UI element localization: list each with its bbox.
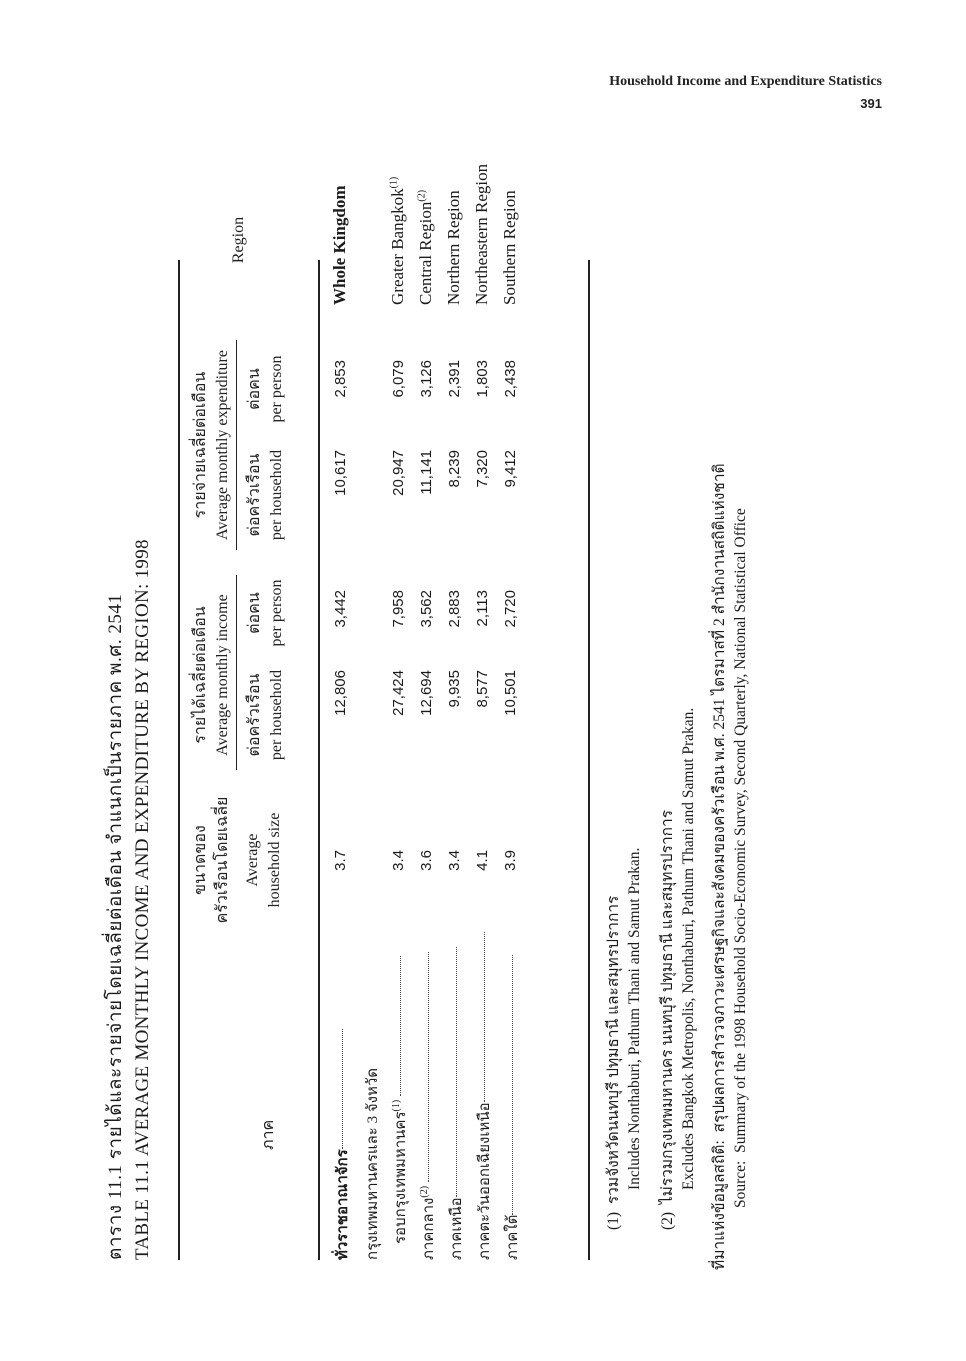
- footnote-ref: (2): [416, 189, 428, 202]
- footnote-2-english: Excludes Bangkok Metropolis, Nonthaburi, Pathum Thani and Samut Prakan.: [680, 707, 697, 1190]
- row-label-thai-northeastern: [472, 932, 496, 1260]
- row-label-thai-northern: [444, 947, 468, 1260]
- cell-expend-per-person: 1,803: [474, 360, 491, 398]
- table-title-thai: ตาราง 11.1 รายได้และรายจ่ายโดยเฉลี่ยต่อเดือน จำแนกเป็นรายภาค พ.ศ. 2541: [105, 593, 126, 1260]
- cell-size: 3.4: [446, 850, 463, 871]
- cell-income-per-person: 2,883: [446, 590, 463, 628]
- row-english-whole-kingdom: Whole Kingdom: [330, 185, 349, 305]
- col-head-expenditure-group: [190, 330, 234, 560]
- cell-expend-per-hh: 10,617: [332, 450, 349, 496]
- row-thai-text: ภาคเหนือ: [449, 1197, 465, 1260]
- page-number: 391: [860, 96, 882, 111]
- col-head-expend-thai: รายจ่ายเฉลี่ยต่อเดือน: [192, 371, 209, 519]
- col-head-hh-size-en-2: household size: [266, 812, 283, 908]
- dot-leader: [400, 956, 401, 1096]
- footnote-ref: (1): [391, 1099, 402, 1112]
- footnote-1-thai: [600, 896, 625, 1230]
- cell-income-per-person: 3,562: [418, 590, 435, 628]
- cell-expend-per-person: 2,391: [446, 360, 463, 398]
- col-head-hh-size: [190, 790, 286, 930]
- expenditure-group-rule: [236, 340, 237, 550]
- cell-expend-per-person: 2,438: [502, 360, 519, 398]
- col-head-hh-size-en-1: Average: [244, 833, 261, 887]
- table-bottom-rule: [588, 260, 590, 1260]
- row-english-text: Greater Bangkok: [388, 188, 407, 305]
- dot-leader: [342, 1029, 343, 1149]
- col-head-income-en: Average monthly income: [214, 594, 231, 756]
- running-head: Household Income and Expenditure Statistics: [609, 74, 882, 89]
- footnote-2-thai-text: ไม่รวมกรุงเทพมหานคร นนทบุรี ปทุมธานี และสมุทรปราการ: [659, 809, 676, 1205]
- cell-expend-per-hh: 9,412: [502, 450, 519, 488]
- cell-income-per-hh: 12,694: [418, 670, 435, 716]
- col-head-hh-size-thai-1: ขนาดของ: [192, 825, 209, 895]
- col-head-income-per-hh-thai: ต่อครัวเรือน: [246, 673, 263, 757]
- row-english-northeastern: Northeastern Region: [472, 163, 491, 305]
- col-head-expend-per-hh-thai: ต่อครัวเรือน: [246, 453, 263, 537]
- source-english-text: Summary of the 1998 Household Socio-Economic Survey, Second Quarterly, National Statistical Office: [732, 508, 749, 1153]
- footnote-2-marker: (2): [659, 1211, 676, 1230]
- cell-expend-per-hh: 7,320: [474, 450, 491, 488]
- cell-income-per-hh: 10,501: [502, 670, 519, 716]
- col-head-income-per-person: [244, 568, 288, 658]
- cell-size: 3.9: [502, 850, 519, 871]
- cell-income-per-hh: 8,577: [474, 670, 491, 708]
- cell-size: 3.4: [390, 850, 407, 871]
- row-label-thai-southern: [500, 955, 524, 1260]
- cell-income-per-person: 7,958: [390, 590, 407, 628]
- cell-income-per-hh: 27,424: [390, 670, 407, 716]
- row-thai-text: ภาคกลาง: [421, 1197, 437, 1260]
- footnote-1-thai-text: รวมจังหวัดนนทบุรี ปทุมธานี และสมุทรปราการ: [605, 895, 622, 1205]
- col-head-expend-en: Average monthly expenditure: [214, 350, 231, 540]
- footnote-ref: (1): [388, 176, 400, 189]
- col-head-income-thai: รายได้เฉลี่ยต่อเดือน: [192, 606, 209, 744]
- cell-size: 3.7: [332, 850, 349, 871]
- rotated-table-page: [80, 90, 880, 1270]
- col-head-region-en: Region: [230, 216, 247, 264]
- row-english-greater-bangkok: [388, 177, 408, 305]
- cell-size: 4.1: [474, 850, 491, 871]
- col-head-hh-size-thai-2: ครัวเรือนโดยเฉลี่ย: [214, 796, 231, 924]
- row-english-text: Central Region: [416, 201, 435, 305]
- col-head-expend-per-person: [244, 344, 288, 434]
- cell-expend-per-person: 2,853: [332, 360, 349, 398]
- cell-expend-per-person: 6,079: [390, 360, 407, 398]
- cell-expend-per-person: 3,126: [418, 360, 435, 398]
- dot-leader: [456, 947, 457, 1197]
- source-thai-text: สรุปผลการสำรวจภาวะเศรษฐกิจและสังคมของครัวเรือน พ.ศ. 2541 ไตรมาสที่ 2 สำนักงานสถิติแห่งชาติ: [711, 463, 728, 1133]
- col-head-income-group: [190, 570, 234, 780]
- row-label-thai-greater-bangkok: [388, 956, 412, 1244]
- row-label-thai-central: [416, 952, 440, 1260]
- row-thai-text: ภาคตะวันออกเฉียงเหนือ: [477, 1102, 493, 1260]
- footnote-1-english: Includes Nonthaburi, Pathum Thani and Samut Prakan.: [626, 847, 643, 1190]
- dot-leader: [484, 932, 485, 1102]
- row-english-southern: Southern Region: [500, 190, 519, 305]
- row-thai-text: รอบกรุงเทพมหานคร: [393, 1111, 409, 1244]
- row-thai-text: ทั่วราชอาณาจักร: [335, 1149, 351, 1260]
- col-head-expend-per-person-en: per person: [268, 355, 285, 423]
- dot-leader: [512, 955, 513, 1215]
- cell-income-per-person: 2,113: [474, 590, 491, 627]
- col-head-income-per-hh-en: per household: [268, 669, 285, 761]
- source-english: [732, 508, 750, 1208]
- cell-income-per-hh: 9,935: [446, 670, 463, 708]
- col-head-expend-per-hh-en: per household: [268, 449, 285, 541]
- source-english-label: Source:: [732, 1160, 749, 1208]
- col-head-expend-per-hh: [244, 440, 288, 550]
- row-label-thai-whole-kingdom: [330, 1029, 354, 1260]
- footnote-ref: (2): [419, 1185, 430, 1198]
- col-head-region-thai: ภาค: [260, 1119, 277, 1150]
- cell-income-per-person: 3,442: [332, 590, 349, 628]
- dot-leader: [428, 952, 429, 1182]
- income-group-rule: [236, 575, 237, 770]
- table-header-rule: [318, 260, 320, 1260]
- row-thai-text: ภาคใต้: [505, 1214, 521, 1260]
- footnote-1-marker: (1): [605, 1211, 622, 1230]
- row-english-central: [416, 190, 436, 305]
- col-head-income-per-person-en: per person: [268, 579, 285, 647]
- footnote-2-thai: [654, 810, 679, 1230]
- cell-expend-per-hh: 20,947: [390, 450, 407, 496]
- col-head-income-per-person-thai: ต่อคน: [246, 592, 263, 634]
- source-thai-label: ที่มาแห่งข้อมูลสถิติ:: [711, 1140, 728, 1270]
- table-top-rule: [178, 260, 180, 1260]
- cell-income-per-person: 2,720: [502, 590, 519, 628]
- col-head-income-per-hh: [244, 660, 288, 770]
- cell-expend-per-hh: 8,239: [446, 450, 463, 488]
- cell-income-per-hh: 12,806: [332, 670, 349, 716]
- col-head-expend-per-person-thai: ต่อคน: [246, 368, 263, 410]
- source-thai: [706, 463, 731, 1270]
- row-english-northern: Northern Region: [444, 190, 463, 305]
- cell-expend-per-hh: 11,141: [418, 450, 435, 495]
- row-label-thai-bkk-group: กรุงเทพมหานครและ 3 จังหวัด: [365, 1068, 381, 1260]
- cell-size: 3.6: [418, 850, 435, 871]
- table-title-english: TABLE 11.1 AVERAGE MONTHLY INCOME AND EXPENDITURE BY REGION: 1998: [132, 539, 153, 1260]
